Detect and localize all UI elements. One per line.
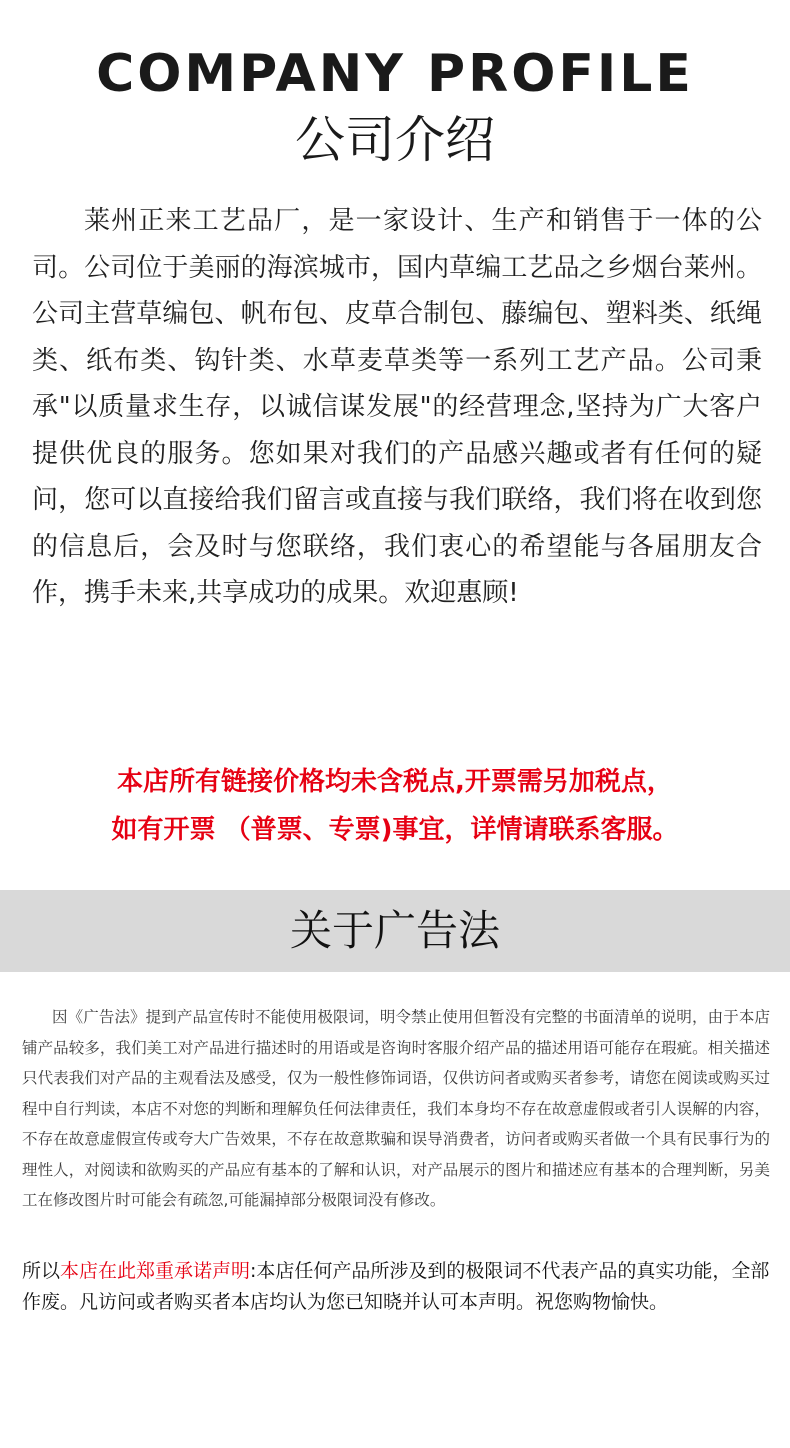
company-profile-subtitle: 公司介绍 [295, 111, 495, 169]
company-profile-title: COMPANY PROFILE [96, 44, 694, 104]
statement-highlight: 本店在此郑重承诺声明 [60, 1260, 251, 1282]
tax-invoice-notice [0, 758, 790, 854]
ad-law-statement [22, 1256, 782, 1318]
tax-notice-line-2: 如有开票 （普票、专票)事宜，详情请联系客服。 [111, 815, 679, 845]
ad-law-title: 关于广告法 [289, 906, 500, 955]
company-intro-paragraph: 莱州正来工艺品厂，是一家设计、生产和销售于一体的公司。公司位于美丽的海滨城市，国内草编工艺品之乡烟台莱州。公司主营草编包、帆布包、皮草合制包、藤编包、塑料类、纸绳类、纸布类、钩针类、水草麦草类等一系列工艺产品。公司秉承"以质量求生存，以诚信谋发展"的经营理念,坚持为广大客户提供优良的服务。您如果对我们的产品感兴趣或者有任何的疑问，您可以直接给我们留言或直接与我们联络，我们将在收到您的信息后，会及时与您联络，我们衷心的希望能与各届朋友合作，携手未来,共享成功的成果。欢迎惠顾! [32, 206, 762, 608]
statement-prefix: 所以 [22, 1260, 61, 1282]
statement-rest: :本店任何产品所涉及到的极限词不代表产品的真实功能，全部作废。凡访问或者购买者本店均认为您已知晓并认可本声明。祝您购物愉快。 [22, 1260, 770, 1313]
ad-law-disclaimer: 因《广告法》提到产品宣传时不能使用极限词，明令禁止使用但暂没有完整的书面清单的说明，由于本店铺产品较多，我们美工对产品进行描述时的用语或是咨询时客服介绍产品的描述用语可能存在瑕疵。相关描述只代表我们对产品的主观看法及感受，仅为一般性修饰词语，仅供访问者或购买者参考，请您在阅读或购买过程中自行判读，本店不对您的判断和理解负任何法律责任，我们本身均不存在故意虚假或者引人误解的内容，不存在故意虚假宣传或夸大广告效果，不存在故意欺骗和误导消费者，访问者或购买者做一个具有民事行为的理性人，对阅读和欲购买的产品应有基本的了解和认识，对产品展示的图片和描述应有基本的合理判断，另美工在修改图片时可能会有疏忽,可能漏掉部分极限词没有修改。 [22, 1008, 770, 1209]
tax-notice-line-1: 本店所有链接价格均未含税点,开票需另加税点， [117, 767, 673, 797]
ad-law-banner [0, 890, 790, 972]
